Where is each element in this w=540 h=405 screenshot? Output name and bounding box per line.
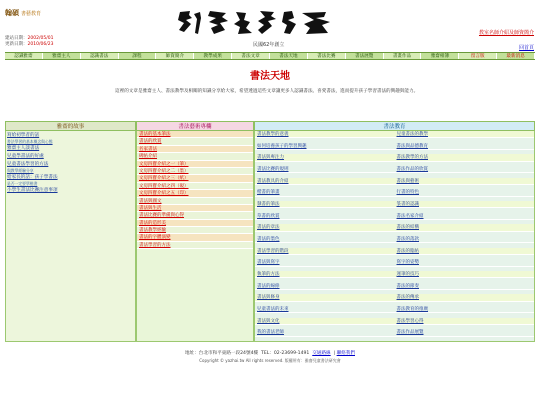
story-link[interactable] [7, 133, 134, 144]
education-article-link[interactable]: 執筆的方法 [255, 271, 395, 278]
education-article-link[interactable]: 書法與寫字 [255, 259, 395, 266]
education-article-link[interactable]: 書法的傳承 [395, 294, 535, 301]
art-article-link[interactable]: 書法的欣賞 [137, 138, 253, 145]
education-article-link[interactable]: 書法的結構 [395, 224, 535, 231]
education-article-link[interactable]: 書法的落款 [395, 236, 535, 243]
nav-item[interactable]: 留言版 [459, 53, 497, 59]
education-article-link[interactable]: 書法比賽的規則 [255, 166, 395, 173]
education-article-link[interactable]: 書法名家介紹 [395, 213, 535, 220]
art-article-link[interactable]: 文房四寶介紹之一（筆） [137, 161, 253, 168]
art-article-link[interactable]: 文房四寶介紹之三（紙） [137, 175, 253, 182]
education-article-link[interactable]: 書法的節奏 [395, 283, 535, 290]
story-title: 兒童書法學習的方法 [7, 162, 49, 167]
nav-item[interactable]: 最新消息 [497, 53, 535, 59]
education-article-link[interactable]: 書法與修身 [255, 294, 395, 301]
calligraphy-logo-image [176, 8, 336, 36]
education-list [254, 131, 535, 342]
art-article-link[interactable]: 書法與國文 [137, 198, 253, 205]
story-link[interactable] [7, 154, 134, 160]
education-article-link[interactable]: 我的書法老師 [255, 329, 395, 336]
header [0, 0, 540, 52]
education-article-link[interactable]: 兒童書法的教學 [395, 131, 535, 138]
story-title: 雅齋主人談書法 [7, 146, 40, 151]
story-subtitle: 與教學經驗分享 [7, 168, 34, 173]
teacher-intro-link[interactable]: 教室名師介紹及師資簡介 [478, 30, 534, 36]
education-article-link[interactable]: 篆書的認識 [395, 201, 535, 208]
education-article-link[interactable]: 書法作品展覽 [395, 329, 535, 336]
art-article-link[interactable]: 文房四寶介紹之四（硯） [137, 183, 253, 190]
education-article-link[interactable]: 書法教學的方法 [395, 154, 535, 161]
art-article-link[interactable]: 書法的基本筆法 [137, 131, 253, 138]
site-dates: 建站日期：2002/05/01 更新日期：2010/06/23 [5, 36, 54, 47]
education-article-link[interactable]: 隸書的筆法 [255, 201, 395, 208]
education-article-link[interactable]: 書法的墨色 [255, 236, 395, 243]
page-title: 書法天地 [250, 71, 290, 82]
education-article-link[interactable]: 行書的特色 [395, 189, 535, 196]
nav-item[interactable]: 課程 [119, 53, 157, 59]
nav-item[interactable]: 雅齋主人 [43, 53, 81, 59]
column-header-stories: 雅齋的故事 [5, 121, 136, 131]
education-article-link[interactable]: 書法學習的階段 [255, 248, 395, 255]
contact-link[interactable]: 聯絡我們 [336, 351, 355, 356]
education-article-link[interactable]: 運筆的技巧 [395, 271, 535, 278]
education-article-link[interactable]: 草書的欣賞 [255, 213, 395, 220]
nav-item[interactable]: 雅齋相簿 [421, 53, 459, 59]
art-article-link[interactable]: 文房四寶介紹之二（墨） [137, 168, 253, 175]
story-link[interactable] [7, 162, 134, 173]
story-subtitle: 書法學習的基本概念與心態 [7, 139, 53, 144]
intro-text: 這裡的文章是雅齋主人、書法教學及相關的知識分享給大家，希望透過這些文章讓更多人認識書法、喜愛書法，進而提升孩子學習書法的興趣與能力。 [115, 89, 419, 94]
footer-copyright: Copyright © yazhai.tw All rights reserved. 版權所有：雅齋兒童書法研究會 [199, 358, 341, 363]
education-article-link[interactable]: 書法與品德教育 [395, 143, 535, 150]
art-article-link[interactable]: 書法的字體演變 [137, 234, 253, 241]
story-subtitle: 是否一定要學楷書 [7, 181, 38, 186]
site-logo[interactable]: 翰碩 書藝教育 [5, 9, 42, 17]
nav-item[interactable]: 書法比賽 [308, 53, 346, 59]
education-article-link[interactable]: 楷書的筆畫 [255, 189, 395, 196]
art-article-link[interactable]: 碑帖介紹 [137, 153, 253, 160]
education-article-link[interactable]: 書法學習心得 [395, 318, 535, 325]
education-article-link[interactable]: 書法教育的推廣 [395, 306, 535, 313]
footer: 地址：台北市和平東路一段24號4樓 TEL：02-23699-1491 交通路線 | 聯絡我們 Copyright © yazhai.tw All rights reserved. 版權所有：雅齋兒童書法研究會 [0, 350, 540, 364]
nav-item[interactable]: 書法文章 [232, 53, 270, 59]
education-article-link[interactable]: 書法的臨帖 [395, 248, 535, 255]
education-article-link[interactable]: 書法的線條 [255, 283, 395, 290]
education-article-link[interactable]: 書法教學的意義 [255, 131, 395, 138]
art-article-link[interactable]: 書法比賽的準備與心得 [137, 212, 253, 219]
founded-label: 民國62年創立 [253, 42, 285, 48]
story-title: 給家長的話：孩子學書法 [7, 175, 58, 180]
art-list [136, 131, 254, 342]
story-link[interactable] [7, 146, 134, 152]
column-header-education: 書法教育 [254, 121, 535, 131]
stories-list [5, 131, 136, 342]
story-title: 兒童學書法的好處 [7, 154, 44, 159]
traffic-link[interactable]: 交通路線 [312, 351, 331, 356]
home-link[interactable]: 回首頁 [518, 45, 534, 51]
education-article-link[interactable]: 如何培養孩子的學習興趣 [255, 143, 395, 150]
education-article-link[interactable]: 書法與藝術 [395, 178, 535, 185]
education-article-link[interactable]: 書法與文化 [255, 318, 395, 325]
story-link[interactable] [7, 175, 134, 186]
nav-item[interactable]: 認識書法 [81, 53, 119, 59]
nav-item[interactable]: 師資簡介 [156, 53, 194, 59]
footer-phone: TEL：02-23699-1491 [261, 351, 310, 356]
education-article-link[interactable]: 書法作品的欣賞 [395, 166, 535, 173]
art-article-link[interactable]: 書法的造形美 [137, 220, 253, 227]
nav-item[interactable]: 教學成果 [194, 53, 232, 59]
nav-item[interactable]: 書畫作品 [384, 53, 422, 59]
education-article-link[interactable]: 書法與專注力 [255, 154, 395, 161]
education-article-link[interactable]: 兒童書法的未來 [255, 306, 395, 313]
nav-item[interactable]: 認識雅齋 [5, 53, 43, 59]
art-article-link[interactable]: 書法教學經驗 [137, 227, 253, 234]
story-title: 小學生書法比賽注意事項 [7, 188, 58, 193]
nav-item[interactable]: 書法展覽 [346, 53, 384, 59]
footer-address: 地址：台北市和平東路一段24號4樓 [185, 351, 259, 356]
art-article-link[interactable]: 書法學習的方法 [137, 242, 253, 249]
education-article-link[interactable]: 書法教具的介紹 [255, 178, 395, 185]
column-header-art: 書法藝術專欄 [136, 121, 254, 131]
art-article-link[interactable]: 文房四寶介紹之五（印） [137, 190, 253, 197]
article-table [5, 121, 535, 342]
nav-item[interactable]: 書法天地 [270, 53, 308, 59]
art-article-link[interactable]: 名家書法 [137, 146, 253, 153]
story-link[interactable] [7, 188, 134, 194]
education-article-link[interactable]: 寫字的姿勢 [395, 259, 535, 266]
art-article-link[interactable]: 書法與生活 [137, 205, 253, 212]
education-article-link[interactable]: 書法的章法 [255, 224, 395, 231]
main-nav [5, 52, 535, 60]
story-title: 寫給初學者的話 [7, 133, 40, 138]
